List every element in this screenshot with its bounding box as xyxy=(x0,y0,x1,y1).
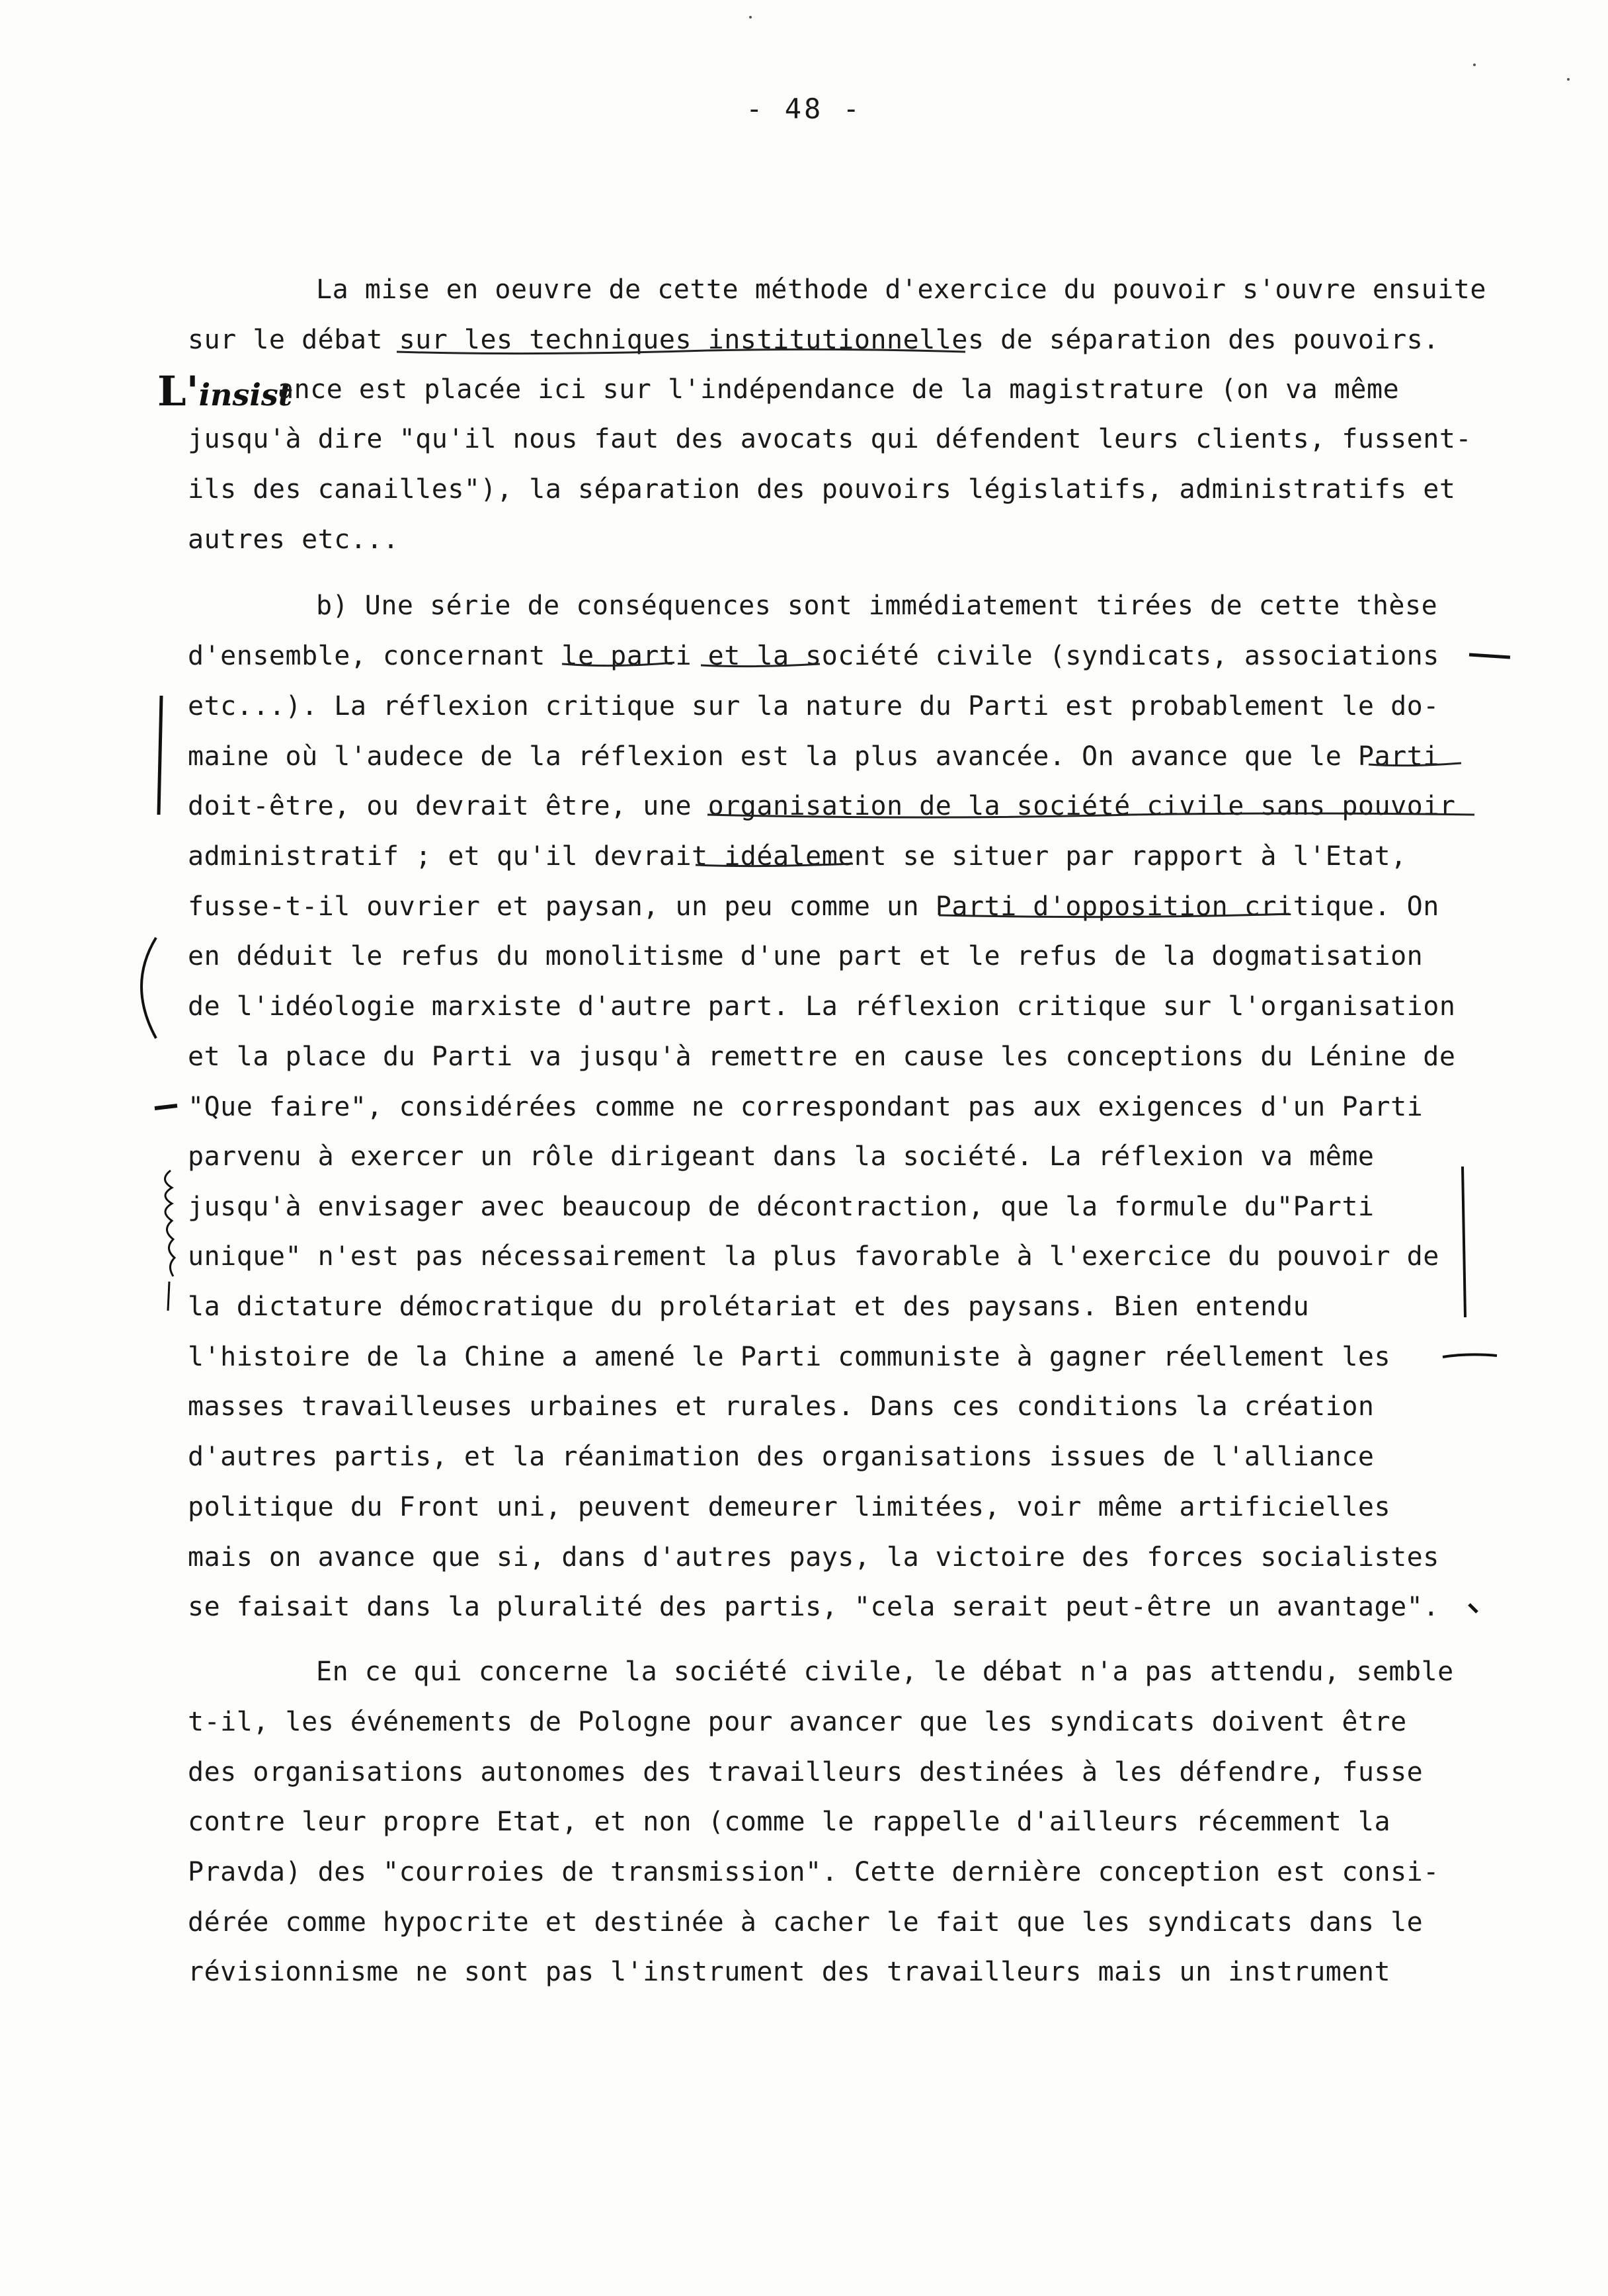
text-line: t-il, les événements de Pologne pour avancer que les syndicats doivent être xyxy=(188,1707,1407,1737)
text-line: contre leur propre Etat, et non (comme le rappelle d'ailleurs récemment la xyxy=(188,1807,1391,1837)
text-line: parvenu à exercer un rôle dirigeant dans la société. La réflexion va même xyxy=(188,1141,1375,1172)
text-line: en déduit le refus du monolitisme d'une part et le refus de la dogmatisation xyxy=(188,941,1424,971)
text-line: d'autres partis, et la réanimation des organisations issues de l'alliance xyxy=(188,1442,1375,1472)
text-line: dérée comme hypocrite et destinée à cacher le fait que les syndicats dans le xyxy=(188,1907,1424,1938)
text-line: masses travailleuses urbaines et rurales. Dans ces conditions la création xyxy=(188,1391,1375,1422)
text-line: Pravda) des "courroies de transmission". Cette dernière conception est consi- xyxy=(188,1857,1439,1887)
text-line: mais on avance que si, dans d'autres pays, la victoire des forces socialistes xyxy=(188,1542,1439,1573)
text-line: d'ensemble, concernant le parti et la société civile (syndicats, associations xyxy=(188,641,1439,671)
text-line: b) Une série de conséquences sont immédiatement tirées de cette thèse xyxy=(316,591,1438,621)
text-line: maine où l'audece de la réflexion est la plus avancée. On avance que le Parti xyxy=(188,741,1439,772)
text-line: administratif ; et qu'il devrait idéalement se situer par rapport à l'Etat, xyxy=(188,841,1407,872)
text-line: doit-être, ou devrait être, une organisation de la société civile sans pouvoir xyxy=(188,791,1456,821)
text-line: et la place du Parti va jusqu'à remettre en cause les conceptions du Lénine de xyxy=(188,1042,1456,1072)
text-line: l'histoire de la Chine a amené le Parti communiste à gagner réellement les xyxy=(188,1342,1391,1372)
text-line: politique du Front uni, peuvent demeurer limitées, voir même artificielles xyxy=(188,1492,1391,1522)
text-line: de l'idéologie marxiste d'autre part. La réflexion critique sur l'organisation xyxy=(188,991,1456,1022)
text-line: autres etc... xyxy=(188,524,399,555)
text-line: "Que faire", considérées comme ne correspondant pas aux exigences d'un Parti xyxy=(188,1092,1424,1122)
text-line: fusse-t-il ouvrier et paysan, un peu comme un Parti d'opposition critique. On xyxy=(188,891,1439,922)
text-line: se faisait dans la pluralité des partis, "cela serait peut-être un avantage". xyxy=(188,1592,1439,1622)
text-line: des organisations autonomes des travailleurs destinées à les défendre, fusse xyxy=(188,1757,1424,1787)
text-line: la dictature démocratique du prolétariat et des paysans. Bien entendu xyxy=(188,1292,1310,1322)
handwritten-word: insist xyxy=(198,377,293,413)
text-line: jusqu'à envisager avec beaucoup de décontraction, que la formule du"Parti xyxy=(188,1192,1375,1222)
text-line: révisionnisme ne sont pas l'instrument des travailleurs mais un instrument xyxy=(188,1957,1391,1987)
text-line: sur le débat sur les techniques institutionnelles de séparation des pouvoirs. xyxy=(188,325,1439,355)
text-line: En ce qui concerne la société civile, le débat n'a pas attendu, semble xyxy=(316,1657,1454,1687)
handwritten-initial: L' xyxy=(157,367,199,415)
text-line: jusqu'à dire "qu'il nous faut des avocats qui défendent leurs clients, fussent- xyxy=(188,424,1472,454)
text-line: ils des canailles"), la séparation des pouvoirs législatifs, administratifs et xyxy=(188,474,1456,505)
text-line: ance est placée ici sur l'indépendance de la magistrature (on va même xyxy=(278,374,1400,405)
text-line: etc...). La réflexion critique sur la nature du Parti est probablement le do- xyxy=(188,691,1439,721)
page-number: - 48 - xyxy=(746,93,862,125)
text-line: La mise en oeuvre de cette méthode d'exercice du pouvoir s'ouvre ensuite xyxy=(316,274,1486,305)
text-line: unique" n'est pas nécessairement la plus favorable à l'exercice du pouvoir de xyxy=(188,1241,1439,1272)
